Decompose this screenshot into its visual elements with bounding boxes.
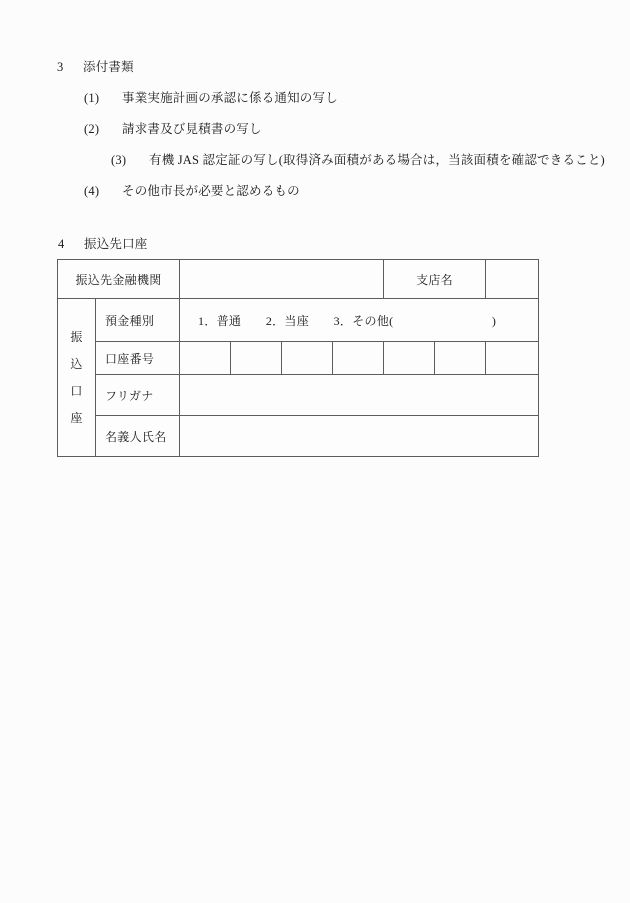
section-attachments (0, 58, 630, 200)
institution-value-field[interactable] (180, 260, 384, 299)
attachments-heading (0, 58, 630, 76)
account-number-digit-4[interactable] (333, 342, 384, 375)
holder-name-value-field[interactable] (180, 416, 539, 457)
attachment-item-1 (0, 76, 630, 107)
vertical-label-char-1: 振 (70, 329, 83, 344)
attachments-heading-title: 添付書類 (83, 60, 134, 74)
attachment-item-3-text: 有機 JAS 認定証の写し(取得済み面積がある場合は，当該面積を確認できること) (149, 153, 605, 167)
furigana-value-field[interactable] (180, 375, 539, 416)
account-number-digit-5[interactable] (384, 342, 435, 375)
attachment-item-4 (0, 169, 630, 200)
section-account (0, 235, 630, 444)
table-row-holder-name (58, 416, 539, 457)
account-heading-number: 4 (58, 237, 65, 251)
table-row-institution (58, 260, 539, 299)
account-heading (0, 235, 630, 253)
account-number-digit-3[interactable] (282, 342, 333, 375)
attachment-item-2 (0, 107, 630, 138)
account-heading-title: 振込先口座 (84, 237, 148, 251)
institution-label: 振込先金融機関 (58, 260, 180, 299)
attachments-heading-number: 3 (57, 60, 64, 74)
account-number-digit-7[interactable] (486, 342, 539, 375)
attachment-item-2-marker: (2) (84, 122, 100, 136)
table-row-account-number (58, 342, 539, 375)
holder-name-label: 名義人氏名 (96, 416, 180, 457)
vertical-label-char-3: 口 (70, 383, 83, 398)
attachment-item-3 (0, 138, 630, 169)
table-row-furigana (58, 375, 539, 416)
table-row-deposit-type (58, 299, 539, 342)
deposit-type-options[interactable]: 1．普通 2．当座 3．その他( ) (180, 299, 539, 342)
furigana-label: フリガナ (96, 375, 180, 416)
vertical-label-char-4: 座 (70, 410, 83, 425)
attachment-item-1-marker: (1) (84, 91, 100, 105)
deposit-type-label: 預金種別 (96, 299, 180, 342)
account-number-digit-1[interactable] (180, 342, 231, 375)
branch-label: 支店名 (384, 260, 486, 299)
account-number-label: 口座番号 (96, 342, 180, 375)
attachment-item-3-marker: (3) (111, 153, 127, 167)
attachment-item-4-marker: (4) (84, 184, 100, 198)
attachment-item-4-text: その他市長が必要と認めるもの (122, 184, 300, 198)
bank-account-table (57, 259, 539, 457)
vertical-label-char-2: 込 (70, 356, 83, 371)
account-number-digit-6[interactable] (435, 342, 486, 375)
attachment-item-2-text: 請求書及び見積書の写し (122, 122, 262, 136)
branch-value-field[interactable] (486, 260, 539, 299)
account-number-digit-2[interactable] (231, 342, 282, 375)
vertical-label-transfer-account (58, 299, 96, 457)
attachment-item-1-text: 事業実施計画の承認に係る通知の写し (122, 91, 338, 105)
